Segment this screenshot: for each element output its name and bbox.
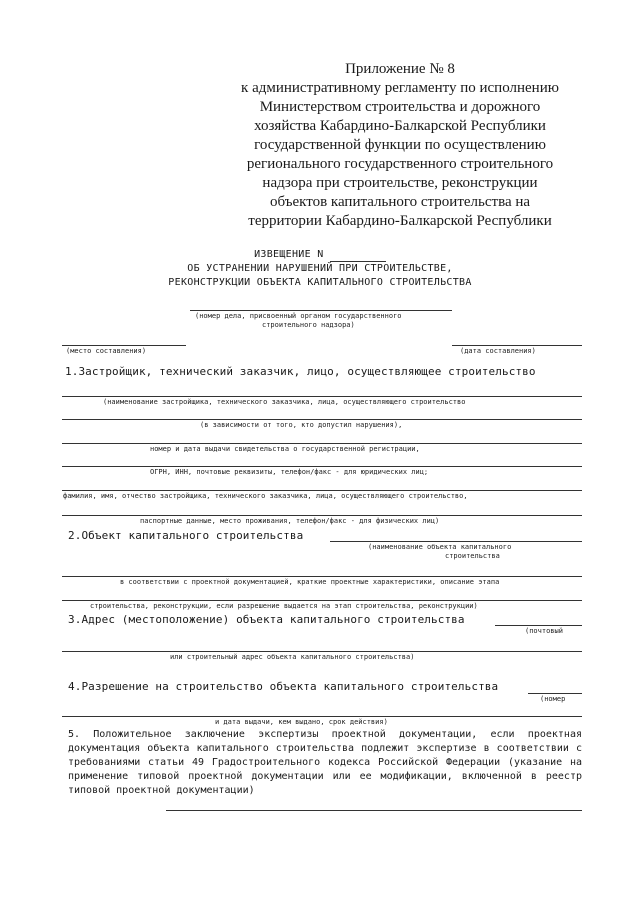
caption-permit-number: (номер — [540, 695, 566, 703]
appendix-line: объектов капитального строительства на — [269, 194, 531, 210]
caption-place: (место составления) — [66, 347, 147, 355]
appendix-line: к административному регламенту по исполнению — [241, 80, 559, 96]
appendix-line: Приложение № 8 — [345, 61, 455, 77]
notice-heading: ИЗВЕЩЕНИЕ N — [254, 249, 324, 260]
appendix-line: регионального государственного строительного — [246, 156, 554, 172]
caption-project-docs: в соответствии с проектной документацией, краткие проектные характеристики, описание этапа — [120, 578, 500, 586]
developer-field[interactable] — [62, 396, 582, 397]
caption-passport: паспортные данные, место проживания, телефон/факс - для физических лиц) — [140, 517, 440, 525]
item-developer: 1.Застройщик, технический заказчик, лицо, осуществляющее строительство — [65, 365, 536, 378]
item-address: 3.Адрес (местоположение) объекта капитального строительства — [68, 613, 465, 626]
developer-field[interactable] — [62, 419, 582, 420]
notice-subtitle: РЕКОНСТРУКЦИИ ОБЪЕКТА КАПИТАЛЬНОГО СТРОИТЕЛЬСТВА — [168, 277, 472, 288]
object-field[interactable] — [330, 541, 582, 542]
developer-field[interactable] — [62, 443, 582, 444]
object-field[interactable] — [62, 600, 582, 601]
item-expertise-text: 5. Положительное заключение экспертизы проектной документации, если проектная документация объекта капитального строительства подлежит экспертизе в соответствии с требованиями статьи 49 Градостроительного кодекса Российской Федерации (указание на применение типовой проектной документации или ее модификации, включенной в реестр типовой проектной документации) — [68, 729, 582, 796]
caption-case-number: (номер дела, присвоенный органом государственного — [195, 312, 402, 320]
caption-registration: номер и дата выдачи свидетельства о государственной регистрации, — [150, 445, 420, 453]
caption-developer-name: (наименование застройщика, технического заказчика, лица, осуществляющего строительство — [103, 398, 466, 406]
caption-date: (дата составления) — [460, 347, 536, 355]
appendix-line: хозяйства Кабардино-Балкарской Республики — [254, 118, 546, 134]
caption-build-address: или строительный адрес объекта капитального строительства) — [170, 653, 415, 661]
caption-dependency: (в зависимости от того, кто допустил нарушения), — [200, 421, 403, 429]
item-expertise — [68, 728, 582, 798]
developer-field[interactable] — [62, 490, 582, 491]
appendix-line: территории Кабардино-Балкарской Республики — [248, 213, 552, 229]
item-object: 2.Объект капитального строительства — [68, 529, 304, 542]
appendix-line: надзора при строительстве, реконструкции — [262, 175, 538, 191]
place-field[interactable] — [62, 345, 186, 346]
item-permit: 4.Разрешение на строительство объекта капитального строительства — [68, 680, 499, 693]
caption-construction-stage: строительства, реконструкции, если разрешение выдается на этап строительства, реконструкции) — [90, 602, 478, 610]
caption-object-name: (наименование объекта капитального — [368, 543, 512, 551]
caption-individual: фамилия, имя, отчество застройщика, технического заказчика, лица, осуществляющего строительство, — [63, 492, 468, 500]
notice-subtitle: ОБ УСТРАНЕНИИ НАРУШЕНИЙ ПРИ СТРОИТЕЛЬСТВЕ, — [187, 263, 453, 274]
appendix-line: государственной функции по осуществлению — [254, 137, 546, 153]
expertise-field[interactable] — [166, 810, 582, 811]
case-number-field[interactable] — [190, 310, 452, 311]
date-field[interactable] — [452, 345, 582, 346]
permit-field[interactable] — [62, 716, 582, 717]
permit-field[interactable] — [528, 693, 582, 694]
notice-number-field[interactable] — [330, 251, 386, 262]
object-field[interactable] — [62, 576, 582, 577]
caption-object-name: строительства — [445, 552, 500, 560]
notice-title — [130, 248, 510, 290]
developer-field[interactable] — [62, 466, 582, 467]
caption-legal-entity: ОГРН, ИНН, почтовые реквизиты, телефон/факс - для юридических лиц; — [150, 468, 429, 476]
address-field[interactable] — [62, 651, 582, 652]
caption-postal: (почтовый — [525, 627, 563, 635]
caption-case-number: строительного надзора) — [262, 321, 355, 329]
developer-field[interactable] — [62, 515, 582, 516]
caption-permit-date: и дата выдачи, кем выдано, срок действия) — [215, 718, 388, 726]
appendix-line: Министерством строительства и дорожного — [259, 99, 541, 115]
appendix-header — [210, 60, 590, 231]
address-field[interactable] — [495, 625, 582, 626]
